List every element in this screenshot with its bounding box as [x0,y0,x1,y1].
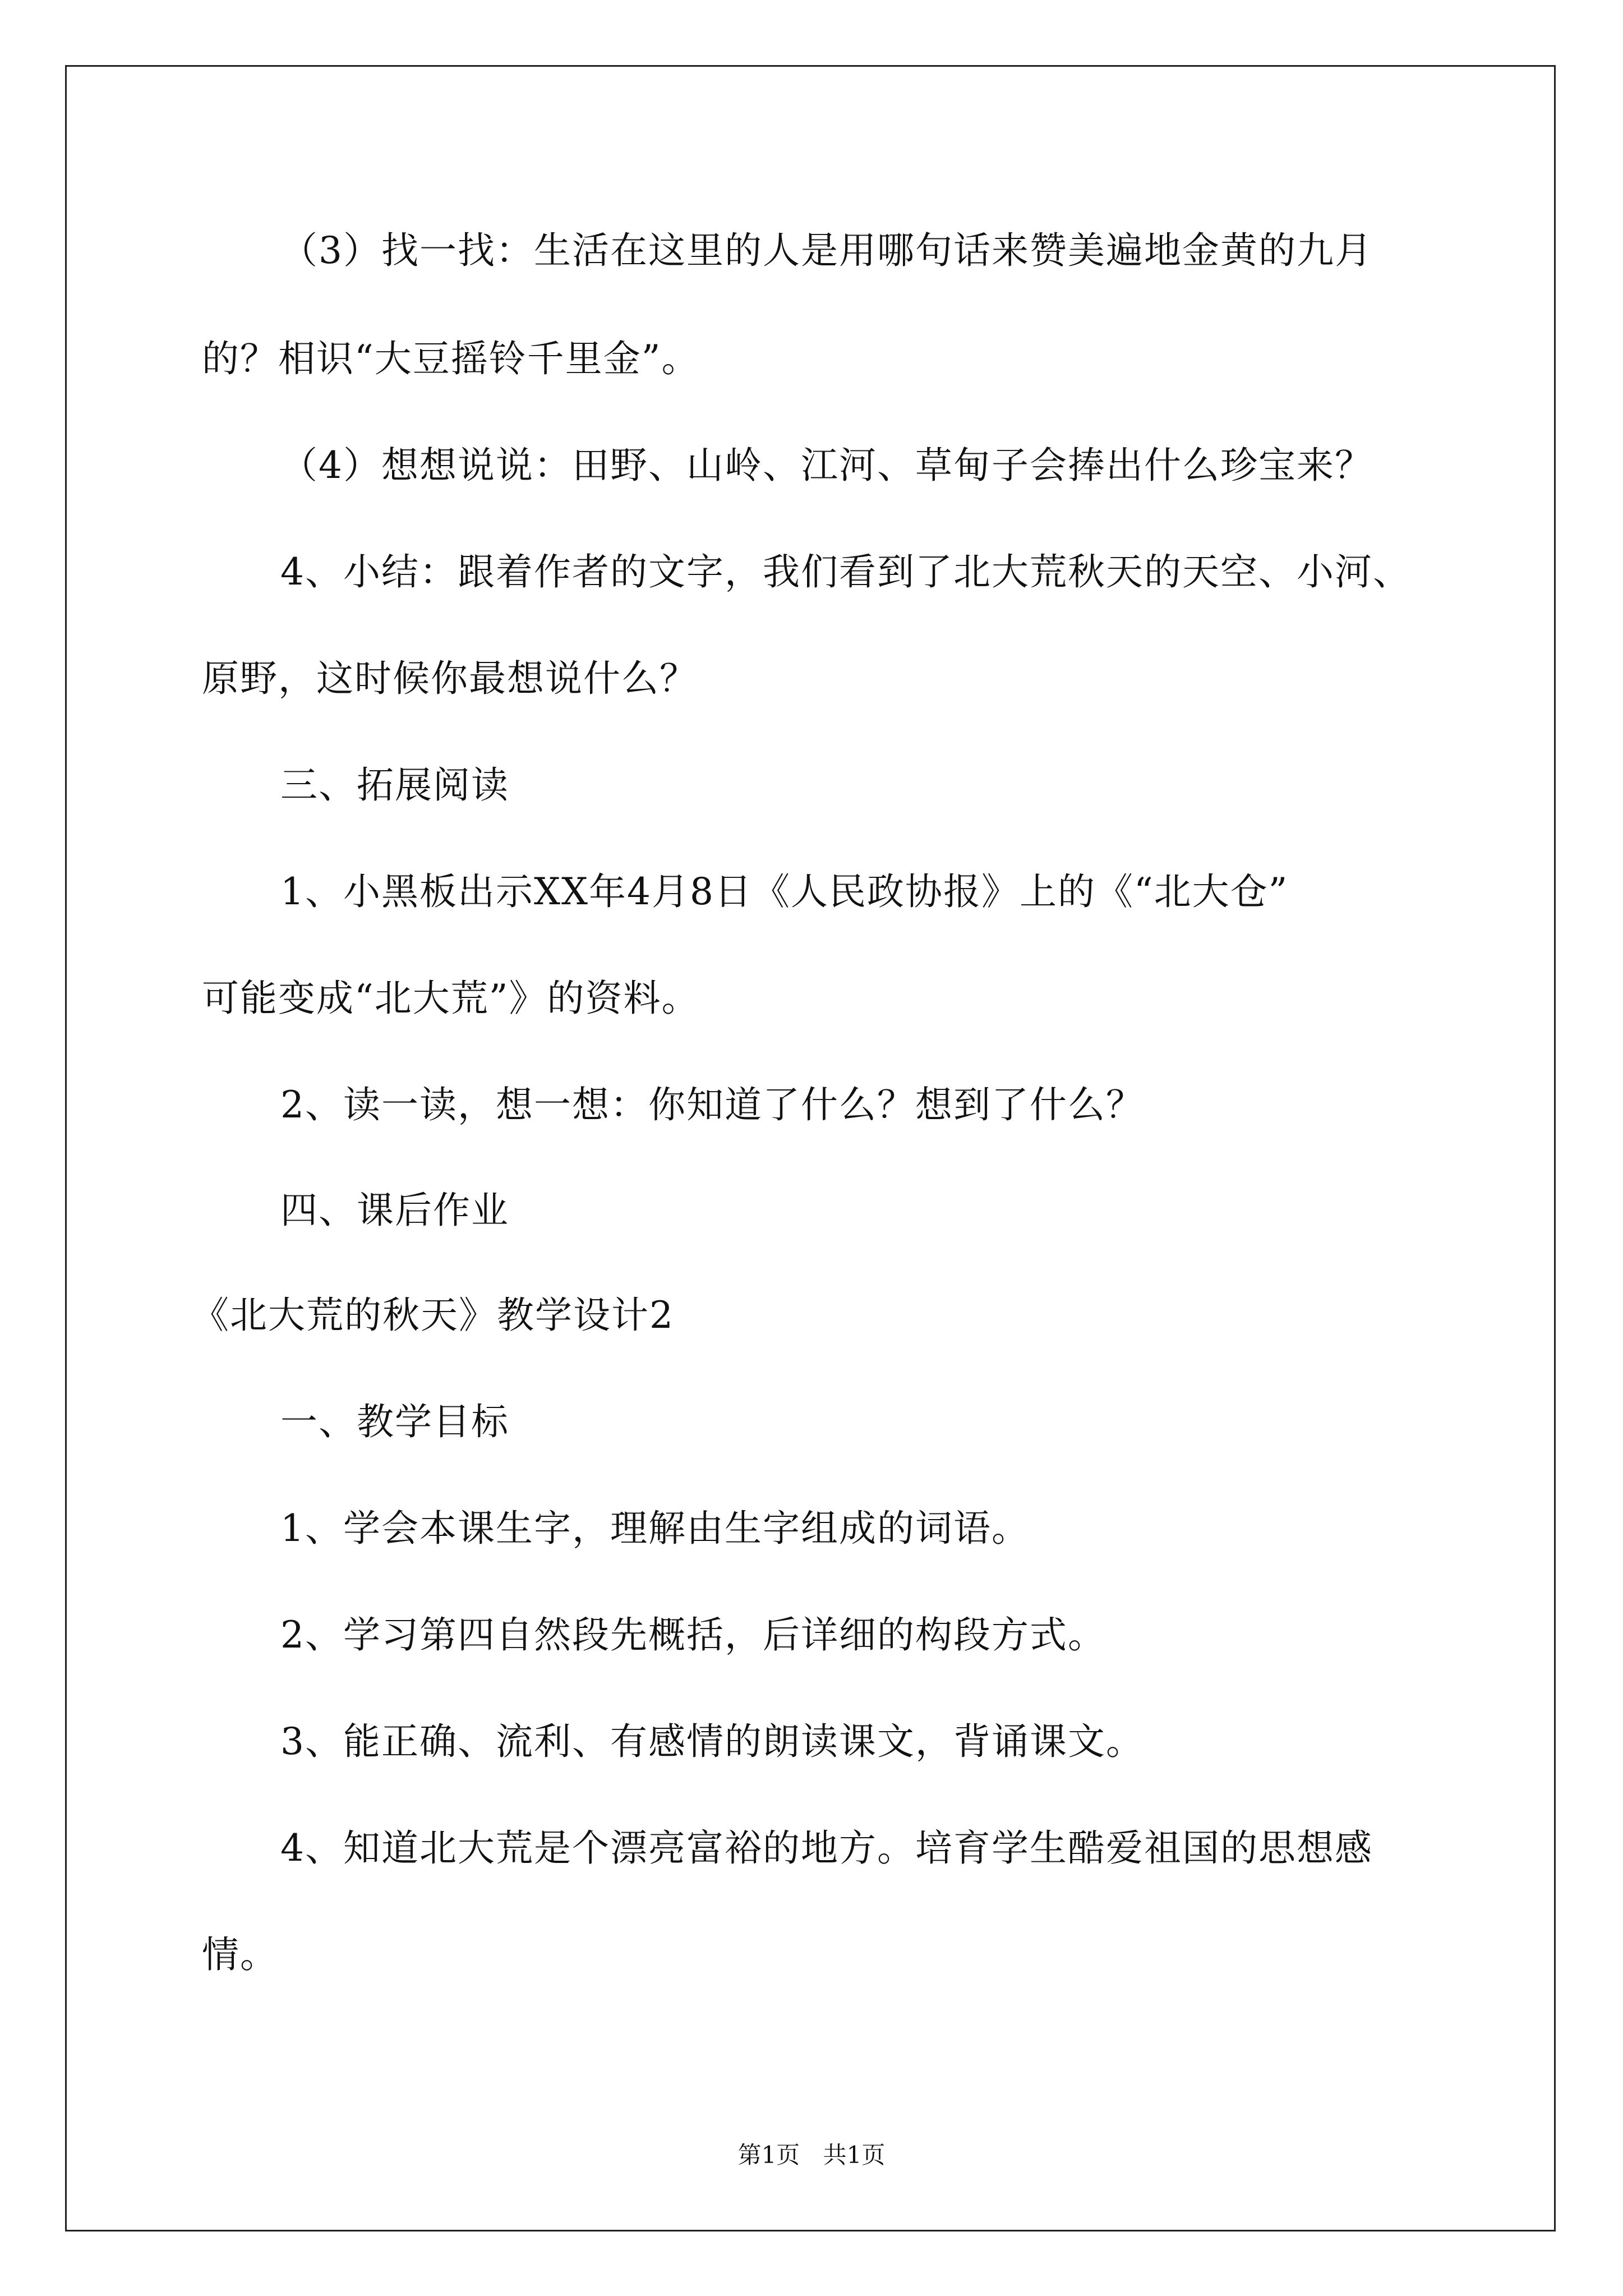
paragraph-line: 的？相识“大豆摇铃千里金”。 [202,337,700,380]
page-footer [0,2138,1623,2172]
paragraph-line: 情。 [202,1933,278,1976]
paragraph-line: （3）找一找：生活在这里的人是用哪句话来赞美遍地金黄的九月 [280,229,1373,272]
paragraph-line: （4）想想说说：田野、山岭、江河、草甸子会捧出什么珍宝来？ [280,444,1373,487]
paragraph-line: 4、知道北大荒是个漂亮富裕的地方。培育学生酷爱祖国的思想感 [280,1826,1373,1870]
paragraph-line: 1、小黑板出示XX年4月8日《人民政协报》上的《“北大仓” [280,870,1289,913]
paragraph-line: 2、读一读，想一想：你知道了什么？想到了什么？ [280,1083,1144,1126]
page-total: 共1页 [823,2141,886,2169]
paragraph-line: 4、小结：跟着作者的文字，我们看到了北大荒秋天的天空、小河、 [280,550,1411,593]
paragraph-line: 可能变成“北大荒”》的资料。 [202,977,700,1020]
document-title: 《北大荒的秋天》教学设计2 [192,1294,674,1337]
paragraph-line: 3、能正确、流利、有感情的朗读课文，背诵课文。 [280,1720,1144,1763]
section-heading: 四、课后作业 [280,1189,509,1232]
section-heading: 三、拓展阅读 [280,763,509,807]
paragraph-line: 1、学会本课生字，理解由生字组成的词语。 [280,1507,1030,1550]
paragraph-line: 原野，这时候你最想说什么？ [202,657,698,700]
page-number: 第1页 [737,2141,800,2169]
paragraph-line: 2、学习第四自然段先概括，后详细的构段方式。 [280,1613,1106,1657]
section-heading: 一、教学目标 [280,1400,509,1443]
